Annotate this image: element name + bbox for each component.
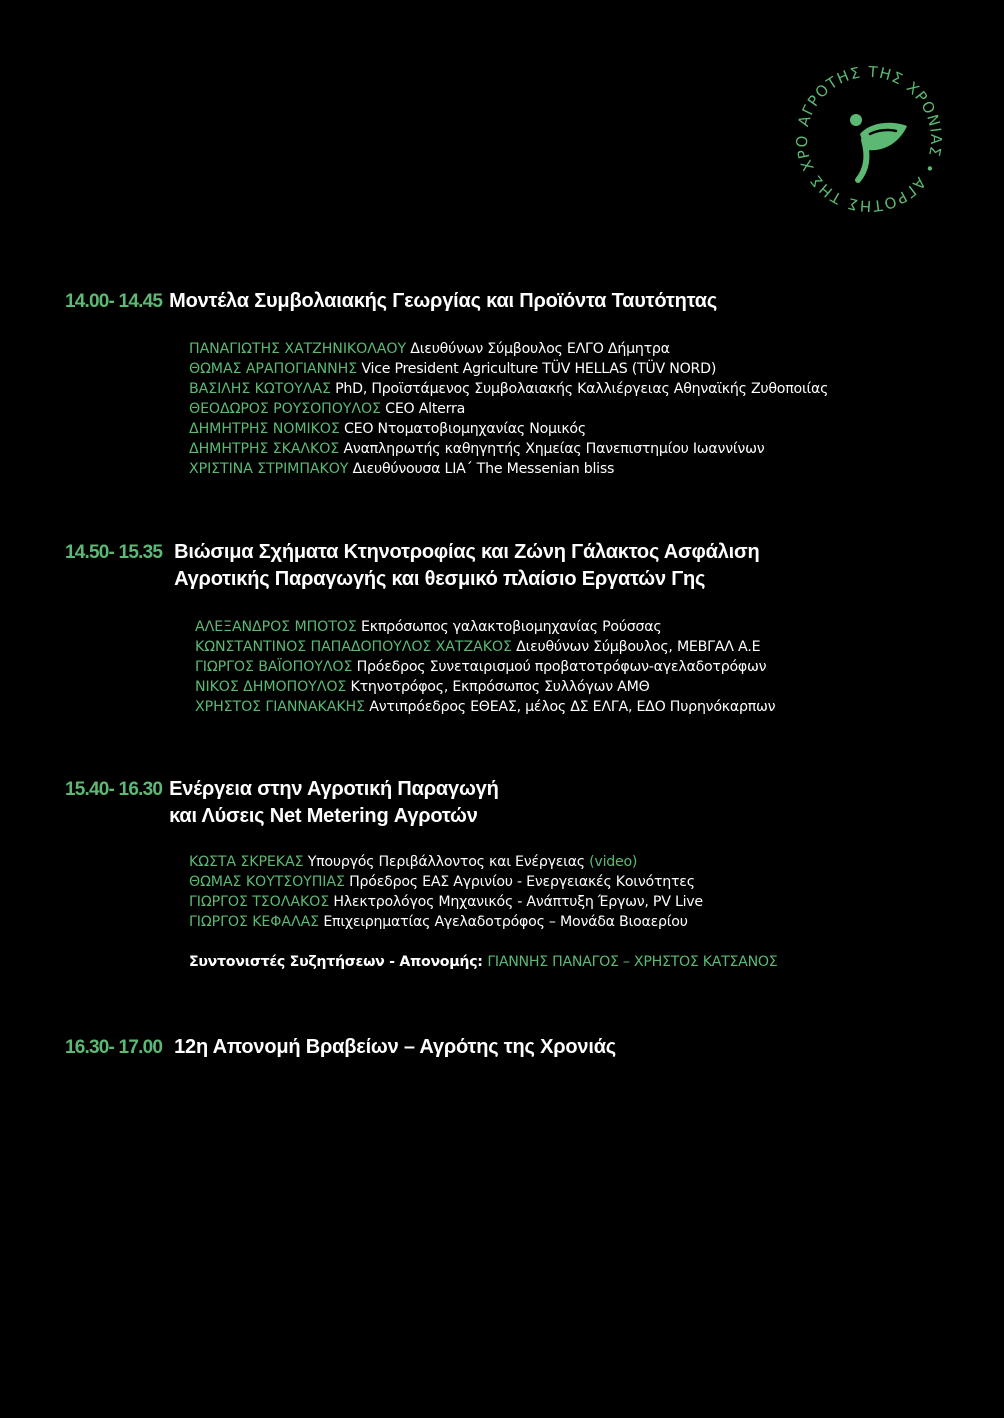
speaker-name: ΔΗΜΗΤΡΗΣ ΣΚΑΛΚΟΣ: [189, 441, 340, 457]
session-title: [169, 776, 498, 830]
session-title-line: Αγροτικής Παραγωγής και θεσμικό πλαίσιο Εργατών Γης: [174, 568, 706, 590]
session-title-line: 12η Απονομή Βραβείων – Αγρότης της Χρονιάς: [174, 1036, 616, 1058]
speaker-name: ΓΙΩΡΓΟΣ ΤΣΟΛΑΚΟΣ: [189, 894, 330, 910]
speaker-role: Πρόεδρος ΕΑΣ Αγρινίου - Ενεργειακές Κοινότητες: [349, 874, 695, 890]
session-header: [65, 288, 828, 315]
session-3: [65, 776, 777, 972]
speaker-item: [195, 657, 775, 677]
speaker-name: ΚΩΣΤΑ ΣΚΡΕΚΑΣ: [189, 854, 304, 870]
speaker-item: [195, 697, 775, 717]
speaker-item: [189, 459, 828, 479]
speaker-name: ΑΛΕΞΑΝΔΡΟΣ ΜΠΟΤΟΣ: [195, 619, 357, 635]
session-1: [65, 288, 828, 479]
stem-icon: [858, 140, 866, 180]
session-title: [174, 539, 759, 593]
video-note: (video): [589, 854, 638, 870]
session-time: 14.00- 14.45: [65, 291, 163, 312]
logo-head-dot: [850, 114, 862, 126]
speaker-role: Διευθύνων Σύμβουλος, ΜΕΒΓΑΛ Α.Ε: [516, 639, 761, 655]
speaker-name: ΚΩΝΣΤΑΝΤΙΝΟΣ ΠΑΠΑΔΟΠΟΥΛΟΣ ΧΑΤΖΑΚΟΣ: [195, 639, 512, 655]
speaker-item: [189, 852, 777, 872]
speaker-role: Εκπρόσωπος γαλακτοβιομηχανίας Ρούσσας: [361, 619, 662, 635]
logo-ring-text: ΑΓΡΟΤΗΣ ΤΗΣ ΧΡΟΝΙΑΣ • ΑΓΡΟΤΗΣ ΤΗΣ ΧΡΟ: [792, 64, 946, 214]
speaker-name: ΓΙΩΡΓΟΣ ΚΕΦΑΛΑΣ: [189, 914, 320, 930]
session-title: [174, 1034, 616, 1061]
speaker-role: Vice President Agriculture TÜV HELLAS (TÜV NORD): [361, 361, 717, 377]
session-time: 16.30- 17.00: [65, 1037, 163, 1058]
session-header: [65, 1034, 616, 1061]
speaker-role: Διευθύνουσα LIA΄ The Messenian bliss: [352, 461, 615, 477]
session-header: [65, 776, 777, 830]
speaker-list: [195, 617, 775, 717]
speaker-role: CEO Alterra: [385, 401, 466, 417]
speaker-name: ΧΡΙΣΤΙΝΑ ΣΤΡΙΜΠΑΚΟΥ: [189, 461, 349, 477]
speaker-role: Επιχειρηματίας Αγελαδοτρόφος – Μονάδα Βιοαερίου: [323, 914, 688, 930]
speaker-name: ΔΗΜΗΤΡΗΣ ΝΟΜΙΚΟΣ: [189, 421, 340, 437]
speaker-item: [189, 912, 777, 932]
speaker-name: ΧΡΗΣΤΟΣ ΓΙΑΝΝΑΚΑΚΗΣ: [195, 699, 365, 715]
speaker-item: [195, 637, 775, 657]
moderators-names: ΓΙΑΝΝΗΣ ΠΑΝΑΓΟΣ – ΧΡΗΣΤΟΣ ΚΑΤΣΑΝΟΣ: [487, 954, 778, 970]
speaker-role: Διευθύνων Σύμβουλος ΕΛΓΟ Δήμητρα: [410, 341, 670, 357]
speaker-item: [189, 339, 828, 359]
speaker-role: Κτηνοτρόφος, Εκπρόσωπος Συλλόγων ΑΜΘ: [350, 679, 650, 695]
speaker-item: [189, 872, 777, 892]
session-2: [65, 539, 775, 717]
speaker-item: [195, 677, 775, 697]
session-header: [65, 539, 775, 593]
speaker-list: [189, 852, 777, 972]
session-time: 14.50- 15.35: [65, 542, 163, 563]
speaker-item: [189, 379, 828, 399]
speaker-role: Αναπληρωτής καθηγητής Χημείας Πανεπιστημίου Ιωαννίνων: [343, 441, 765, 457]
session-4: [65, 1034, 616, 1061]
speaker-role: Αντιπρόεδρος ΕΘΕΑΣ, μέλος ΔΣ ΕΛΓΑ, ΕΔΟ Πυρηνόκαρπων: [369, 699, 776, 715]
session-title-line: Μοντέλα Συμβολαιακής Γεωργίας και Προϊόντα Ταυτότητας: [169, 290, 718, 312]
speaker-name: ΘΩΜΑΣ ΚΟΥΤΣΟΥΠΙΑΣ: [189, 874, 345, 890]
session-title-line: και Λύσεις Net Metering Αγροτών: [169, 805, 478, 827]
session-time: 15.40- 16.30: [65, 779, 163, 800]
speaker-role: CEO Ντοματοβιομηχανίας Νομικός: [343, 421, 586, 437]
moderators-line: [189, 952, 777, 972]
speaker-role: Ηλεκτρολόγος Μηχανικός - Ανάπτυξη Έργων, PV Live: [333, 894, 703, 910]
speaker-list: [189, 339, 828, 479]
speaker-role: PhD, Προϊστάμενος Συμβολαιακής Καλλιέργειας Αθηναϊκής Ζυθοποιίας: [335, 381, 829, 397]
speaker-item: [189, 419, 828, 439]
logo-seal-icon: [784, 64, 954, 214]
moderators-label: Συντονιστές Συζητήσεων - Απονομής:: [189, 954, 488, 970]
speaker-name: ΝΙΚΟΣ ΔΗΜΟΠΟΥΛΟΣ: [195, 679, 347, 695]
speaker-role: Υπουργός Περιβάλλοντος και Ενέργειας: [307, 854, 590, 870]
speaker-item: [189, 399, 828, 419]
speaker-name: ΘΕΟΔΩΡΟΣ ΡΟΥΣΟΠΟΥΛΟΣ: [189, 401, 381, 417]
session-title-line: Ενέργεια στην Αγροτική Παραγωγή: [169, 778, 499, 800]
speaker-name: ΒΑΣΙΛΗΣ ΚΩΤΟΥΛΑΣ: [189, 381, 331, 397]
speaker-item: [189, 359, 828, 379]
session-title-line: Βιώσιμα Σχήματα Κτηνοτροφίας και Ζώνη Γάλακτος Ασφάλιση: [174, 541, 760, 563]
speaker-name: ΘΩΜΑΣ ΑΡΑΠΟΓΙΑΝΝΗΣ: [189, 361, 358, 377]
speaker-item: [189, 892, 777, 912]
speaker-role: Πρόεδρος Συνεταιρισμού προβατοτρόφων-αγελαδοτρόφων: [356, 659, 767, 675]
speaker-item: [189, 439, 828, 459]
speaker-name: ΠΑΝΑΓΙΩΤΗΣ ΧΑΤΖΗΝΙΚΟΛΑΟΥ: [189, 341, 407, 357]
agrotis-tis-xronias-logo: [784, 64, 954, 214]
speaker-name: ΓΙΩΡΓΟΣ ΒΑΪΟΠΟΥΛΟΣ: [195, 659, 353, 675]
speaker-item: [195, 617, 775, 637]
session-title: [169, 288, 717, 315]
